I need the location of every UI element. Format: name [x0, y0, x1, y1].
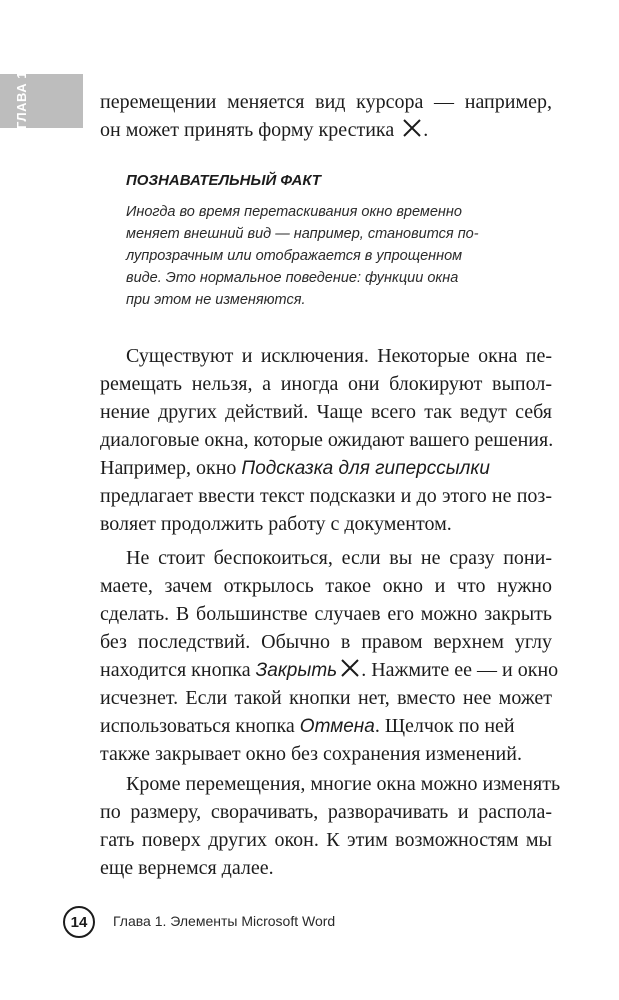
- p2-line-3: сделать. В большинстве случаев его можно закрыть: [100, 603, 552, 625]
- p3-line-1: Кроме перемещения, многие окна можно изменять: [126, 773, 561, 795]
- fact-line: лупрозрачным или отображается в упрощенном: [126, 248, 463, 264]
- p3-line-4: еще вернемся далее.: [100, 857, 274, 879]
- fact-line: Иногда во время перетаскивания окно временно: [126, 204, 462, 220]
- running-footer-title: Глава 1. Элементы Microsoft Word: [113, 913, 336, 929]
- cross-cursor-icon: [401, 117, 423, 147]
- p2-line-7: [100, 712, 552, 741]
- p3-line-2: по размеру, сворачивать, разворачивать и распола-: [100, 801, 552, 823]
- p2-line-5: [100, 656, 559, 687]
- close-x-icon: [339, 657, 361, 687]
- p1-line-6: предлагает ввести текст подсказки и до этого не поз-: [100, 485, 552, 507]
- intro-line-2-text: он может принять форму крестика: [100, 119, 395, 141]
- p2-line-8: также закрывает окно без сохранения изменений.: [100, 743, 522, 765]
- p2-line-4: без последствий. Обычно в правом верхнем углу: [100, 631, 552, 653]
- p3-line-3: гать поверх других окон. К этим возможностям мы: [100, 829, 552, 851]
- hyperlink-tooltip-dialog-name: Подсказка для гиперссылки: [241, 458, 490, 479]
- p1-line-7: воляет продолжить работу с документом.: [100, 513, 452, 535]
- fact-line: виде. Это нормальное поведение: функции окна: [126, 270, 459, 286]
- p1-line-5: [100, 454, 552, 483]
- p2-line-6: исчезнет. Если такой кнопки нет, вместо нее может: [100, 687, 552, 709]
- intro-line-1: перемещении меняется вид курсора — например,: [100, 91, 552, 113]
- p1-line-4: диалоговые окна, которые ожидают вашего решения.: [100, 429, 554, 451]
- p2-line-5-end: . Нажмите ее — и окно: [361, 659, 559, 681]
- fact-title: ПОЗНАВАТЕЛЬНЫЙ ФАКТ: [126, 172, 321, 189]
- fact-line: меняет внешний вид — например, становится по-: [126, 226, 479, 242]
- p2-line-1: Не стоит беспокоиться, если вы не сразу пони-: [126, 547, 552, 569]
- intro-line-2-end: .: [423, 119, 429, 141]
- close-button-name: Закрыть: [255, 660, 338, 681]
- chapter-tab: [0, 70, 83, 129]
- p1-line-1: Существуют и исключения. Некоторые окна пе-: [126, 345, 552, 367]
- p2-line-2: маете, зачем открылось такое окно и что нужно: [100, 575, 552, 597]
- p1-line-5-text: Например, окно: [100, 457, 237, 479]
- p1-line-3: нение других действий. Чаще всего так ведут себя: [100, 401, 552, 423]
- intro-line-2: [100, 116, 552, 147]
- p2-line-5-text: находится кнопка: [100, 659, 251, 681]
- p2-line-7-end: . Щелчок по ней: [374, 715, 515, 737]
- page-number: 14: [63, 906, 95, 938]
- fact-line: при этом не изменяются.: [126, 292, 306, 308]
- cancel-button-name: Отмена: [299, 716, 375, 737]
- p2-line-7-text: использоваться кнопка: [100, 715, 295, 737]
- p1-line-2: ремещать нельзя, а иногда они блокируют выпол-: [100, 373, 552, 395]
- chapter-tab-label: ГЛАВА 1: [14, 70, 29, 129]
